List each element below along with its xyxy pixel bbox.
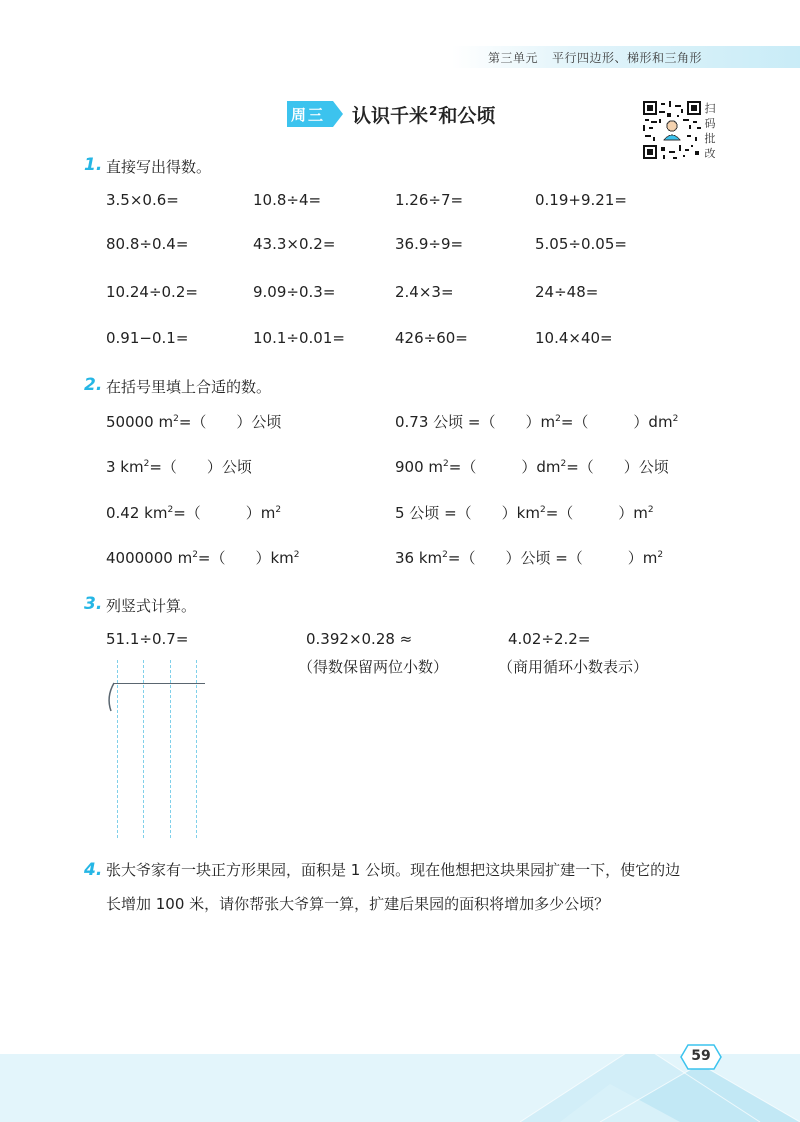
q1-item: 9.09÷0.3= xyxy=(253,283,336,301)
q1-prompt: 直接写出得数。 xyxy=(106,158,212,176)
q2-item: 36 $km^2=$（ ）公顷 =（ ）$m^2$ xyxy=(395,549,664,567)
q3-note: （得数保留两位小数） xyxy=(298,658,449,676)
division-bar xyxy=(113,683,205,684)
q3-prompt: 列竖式计算。 xyxy=(106,597,197,615)
unit-label: 第三单元 xyxy=(488,51,539,65)
q3-note: （商用循环小数表示） xyxy=(498,658,649,676)
q1-item: 43.3×0.2= xyxy=(253,235,336,253)
qr-label-char: 码 xyxy=(704,117,716,130)
page-number: 59 xyxy=(691,1048,711,1064)
q2-item: 5 公顷 =（ ）$km^2=$（ ）$m^2$ xyxy=(395,504,654,522)
qr-label-char: 批 xyxy=(704,132,716,145)
title-main: 认识千米 xyxy=(352,105,429,127)
q1-item: 426÷60= xyxy=(395,329,468,347)
q1-item: 5.05÷0.05= xyxy=(535,235,627,253)
q2-number: 2. xyxy=(84,375,103,395)
q3-problem: 0.392×0.28 ≈ xyxy=(306,630,413,648)
q3-problem: 4.02÷2.2= xyxy=(508,630,591,648)
qr-code-icon[interactable] xyxy=(643,101,701,159)
column-guide-line xyxy=(170,660,171,838)
q2-item: 0.42 $km^2=$（ ）$m^2$ xyxy=(106,504,282,522)
q1-item: 2.4×3= xyxy=(395,283,454,301)
q1-item: 10.1÷0.01= xyxy=(253,329,345,347)
page-title xyxy=(352,101,495,128)
qr-label-char: 改 xyxy=(704,147,716,160)
q1-number: 1. xyxy=(84,155,103,175)
q1-item: 0.19+9.21= xyxy=(535,191,627,209)
q1-item: 24÷48= xyxy=(535,283,599,301)
day-badge-label: 周三 xyxy=(291,106,326,124)
header-text xyxy=(488,49,716,66)
q2-item: 900 $m^2=$（ ）$dm^2=$（ ）公顷 xyxy=(395,458,669,476)
title-exponent: 2 xyxy=(429,103,438,118)
scan-to-grade-label xyxy=(703,101,717,161)
q1-item: 10.24÷0.2= xyxy=(106,283,198,301)
q2-item: 50000 $m^2=$（ ）公顷 xyxy=(106,413,282,431)
q4-number: 4. xyxy=(84,860,103,880)
q1-item: 10.8÷4= xyxy=(253,191,322,209)
q2-item: 3 $km^2=$（ ）公顷 xyxy=(106,458,252,476)
q4-text-line: 长增加 100 米，请你帮张大爷算一算，扩建后果园的面积将增加多少公顷？ xyxy=(106,895,610,913)
q1-item: 80.8÷0.4= xyxy=(106,235,189,253)
q1-item: 10.4×40= xyxy=(535,329,613,347)
division-bracket xyxy=(104,682,118,712)
q3-number: 3. xyxy=(84,594,103,614)
q2-item: 4000000 $m^2=$（ ）$km^2$ xyxy=(106,549,300,567)
q1-item: 1.26÷7= xyxy=(395,191,464,209)
q4-text-line: 张大爷家有一块正方形果园，面积是 1 公顷。现在他想把这块果园扩建一下，使它的边 xyxy=(106,861,681,879)
q3-problem: 51.1÷0.7= xyxy=(106,630,189,648)
qr-label-char: 扫 xyxy=(704,102,716,115)
q1-item: 3.5×0.6= xyxy=(106,191,179,209)
q1-item: 36.9÷9= xyxy=(395,235,464,253)
chapter-label: 平行四边形、梯形和三角形 xyxy=(552,51,703,65)
q1-item: 0.91−0.1= xyxy=(106,329,189,347)
column-guide-line xyxy=(196,660,197,838)
title-rest: 和公顷 xyxy=(438,105,496,127)
q2-prompt: 在括号里填上合适的数。 xyxy=(106,378,272,396)
q2-item: 0.73 公顷 =（ ）$m^2=$（ ）$dm^2$ xyxy=(395,413,679,431)
column-guide-line xyxy=(143,660,144,838)
